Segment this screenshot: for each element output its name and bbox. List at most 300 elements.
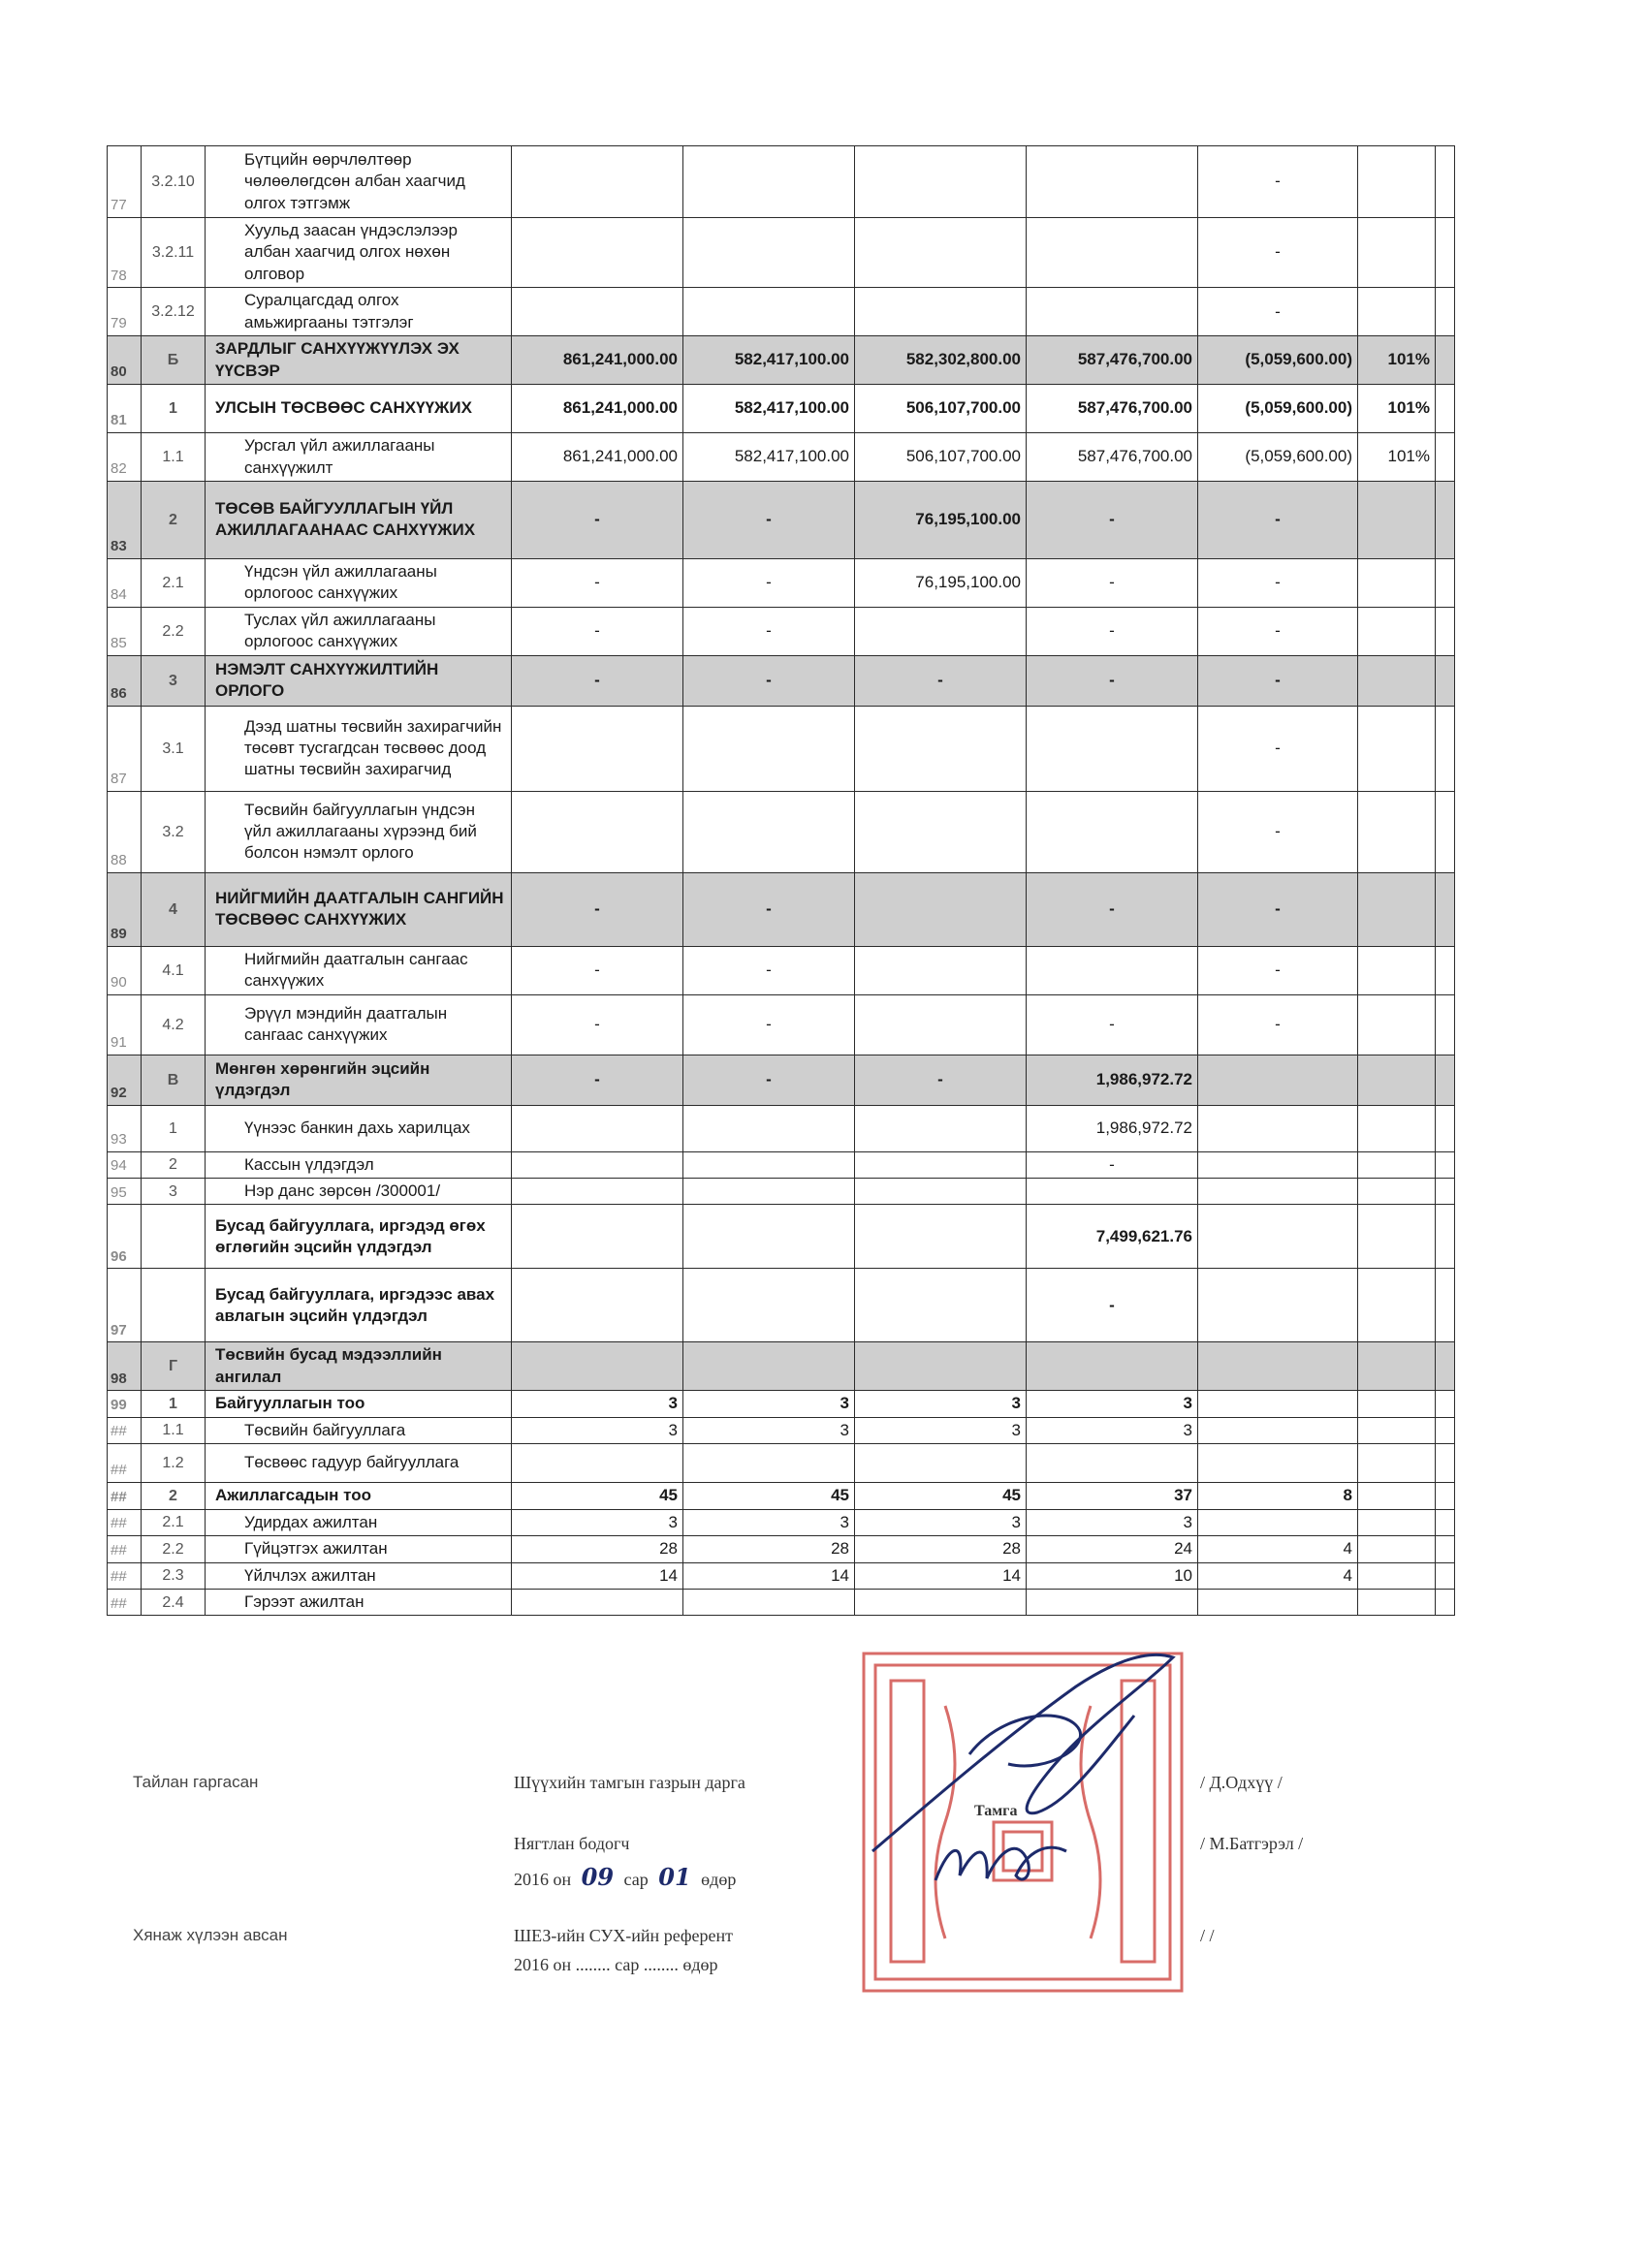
label-cell: Бүтцийн өөрчлөлтөөр чөлөөлөгдсөн албан хаагчид олгох тэтгэмж xyxy=(206,146,512,218)
code-cell: 2 xyxy=(142,1151,206,1178)
value-cell-6 xyxy=(1358,1562,1436,1589)
row-number-cell: 86 xyxy=(108,655,142,706)
label-cell: Удирдах ажилтан xyxy=(206,1509,512,1535)
label-cell: Урсгал үйл ажиллагааны санхүүжилт xyxy=(206,433,512,482)
value-cell-6 xyxy=(1358,1269,1436,1342)
value-cell-4 xyxy=(1027,1589,1198,1615)
value-cell-6 xyxy=(1358,1589,1436,1615)
row-number-cell: 97 xyxy=(108,1269,142,1342)
date-line-1 xyxy=(514,1863,736,1891)
referent-name: / / xyxy=(1200,1926,1215,1945)
value-cell-4: 587,476,700.00 xyxy=(1027,385,1198,433)
date-day-value: 01 xyxy=(658,1863,691,1891)
value-cell-5: - xyxy=(1198,655,1358,706)
table-row xyxy=(108,1179,1455,1205)
empty-cell xyxy=(1436,791,1455,872)
value-cell-4: 1,986,972.72 xyxy=(1027,1055,1198,1105)
row-number-cell: ## xyxy=(108,1417,142,1443)
value-cell-4 xyxy=(1027,946,1198,994)
received-label: Хянаж хүлээн авсан xyxy=(133,1926,288,1944)
value-cell-2 xyxy=(683,218,855,288)
value-cell-3: 3 xyxy=(855,1417,1027,1443)
value-cell-5: - xyxy=(1198,946,1358,994)
table-row xyxy=(108,791,1455,872)
value-cell-4: 7,499,621.76 xyxy=(1027,1205,1198,1269)
value-cell-5 xyxy=(1198,1444,1358,1483)
value-cell-5: 4 xyxy=(1198,1536,1358,1562)
value-cell-5 xyxy=(1198,1342,1358,1391)
value-cell-6 xyxy=(1358,218,1436,288)
row-number-cell: 91 xyxy=(108,994,142,1055)
empty-cell xyxy=(1436,433,1455,482)
value-cell-5 xyxy=(1198,1417,1358,1443)
value-cell-3 xyxy=(855,1269,1027,1342)
value-cell-5: - xyxy=(1198,146,1358,218)
empty-cell xyxy=(1436,288,1455,336)
row-number-cell: 85 xyxy=(108,607,142,655)
label-cell: Төсвийн бусад мэдээллийн ангилал xyxy=(206,1342,512,1391)
row-number-cell: 92 xyxy=(108,1055,142,1105)
value-cell-6 xyxy=(1358,1536,1436,1562)
value-cell-6 xyxy=(1358,791,1436,872)
table-row xyxy=(108,1483,1455,1509)
code-cell: 3 xyxy=(142,1179,206,1205)
empty-cell xyxy=(1436,481,1455,558)
empty-cell xyxy=(1436,1536,1455,1562)
value-cell-3 xyxy=(855,146,1027,218)
table-row xyxy=(108,1444,1455,1483)
value-cell-1: 861,241,000.00 xyxy=(512,385,683,433)
value-cell-2: 582,417,100.00 xyxy=(683,385,855,433)
value-cell-2: - xyxy=(683,607,855,655)
value-cell-4: - xyxy=(1027,872,1198,946)
code-cell: 3.2.12 xyxy=(142,288,206,336)
code-cell: 3.2 xyxy=(142,791,206,872)
value-cell-2: - xyxy=(683,946,855,994)
value-cell-3: 14 xyxy=(855,1562,1027,1589)
value-cell-4 xyxy=(1027,1444,1198,1483)
empty-cell xyxy=(1436,558,1455,607)
row-number-cell: ## xyxy=(108,1589,142,1615)
row-number-cell: 80 xyxy=(108,336,142,385)
value-cell-2: 3 xyxy=(683,1509,855,1535)
value-cell-6 xyxy=(1358,655,1436,706)
value-cell-6 xyxy=(1358,1151,1436,1178)
value-cell-3 xyxy=(855,791,1027,872)
value-cell-6 xyxy=(1358,1342,1436,1391)
value-cell-1 xyxy=(512,288,683,336)
label-cell: Туслах үйл ажиллагааны орлогоос санхүүжих xyxy=(206,607,512,655)
row-number-cell: 77 xyxy=(108,146,142,218)
value-cell-3 xyxy=(855,946,1027,994)
label-cell: Суралцагсдад олгох амьжиргааны тэтгэлэг xyxy=(206,288,512,336)
empty-cell xyxy=(1436,1509,1455,1535)
reported-by-label: Тайлан гаргасан xyxy=(133,1773,259,1791)
value-cell-5 xyxy=(1198,1151,1358,1178)
empty-cell xyxy=(1436,1055,1455,1105)
value-cell-4: 3 xyxy=(1027,1417,1198,1443)
empty-cell xyxy=(1436,872,1455,946)
value-cell-6 xyxy=(1358,1205,1436,1269)
row-number-cell: 88 xyxy=(108,791,142,872)
table-row xyxy=(108,1536,1455,1562)
value-cell-1: 861,241,000.00 xyxy=(512,433,683,482)
signature-accountant-icon xyxy=(931,1822,1076,1900)
table-row xyxy=(108,336,1455,385)
value-cell-5: (5,059,600.00) xyxy=(1198,433,1358,482)
code-cell: 3.2.10 xyxy=(142,146,206,218)
value-cell-2: 3 xyxy=(683,1417,855,1443)
value-cell-2: 28 xyxy=(683,1536,855,1562)
table-row xyxy=(108,433,1455,482)
table-row xyxy=(108,1342,1455,1391)
value-cell-2 xyxy=(683,288,855,336)
table-row xyxy=(108,385,1455,433)
value-cell-1: 14 xyxy=(512,1562,683,1589)
code-cell: 2.4 xyxy=(142,1589,206,1615)
date-sar-label: сар xyxy=(623,1870,649,1889)
value-cell-5: 4 xyxy=(1198,1562,1358,1589)
table-row xyxy=(108,872,1455,946)
row-number-cell: 84 xyxy=(108,558,142,607)
value-cell-3 xyxy=(855,1105,1027,1151)
value-cell-2 xyxy=(683,1589,855,1615)
value-cell-5: - xyxy=(1198,288,1358,336)
value-cell-6 xyxy=(1358,607,1436,655)
value-cell-3: 3 xyxy=(855,1509,1027,1535)
value-cell-6 xyxy=(1358,994,1436,1055)
code-cell: Г xyxy=(142,1342,206,1391)
value-cell-5 xyxy=(1198,1179,1358,1205)
value-cell-1: - xyxy=(512,481,683,558)
value-cell-1 xyxy=(512,1269,683,1342)
label-cell: УЛСЫН ТӨСВӨӨС САНХҮҮЖИХ xyxy=(206,385,512,433)
row-number-cell: 99 xyxy=(108,1391,142,1417)
value-cell-6 xyxy=(1358,1179,1436,1205)
value-cell-6 xyxy=(1358,1055,1436,1105)
value-cell-1 xyxy=(512,1179,683,1205)
table-row xyxy=(108,946,1455,994)
label-cell: ЗАРДЛЫГ САНХҮҮЖҮҮЛЭХ ЭХ ҮҮСВЭР xyxy=(206,336,512,385)
empty-cell xyxy=(1436,1205,1455,1269)
value-cell-1 xyxy=(512,1205,683,1269)
empty-cell xyxy=(1436,146,1455,218)
value-cell-4: - xyxy=(1027,994,1198,1055)
value-cell-2 xyxy=(683,706,855,791)
table-row xyxy=(108,994,1455,1055)
value-cell-1: 861,241,000.00 xyxy=(512,336,683,385)
value-cell-3: 3 xyxy=(855,1391,1027,1417)
table-row xyxy=(108,1391,1455,1417)
value-cell-6 xyxy=(1358,146,1436,218)
table-row xyxy=(108,1105,1455,1151)
accountant-role: Нягтлан бодогч xyxy=(514,1834,630,1853)
code-cell: В xyxy=(142,1055,206,1105)
value-cell-4: - xyxy=(1027,607,1198,655)
code-cell: 2.3 xyxy=(142,1562,206,1589)
value-cell-5: - xyxy=(1198,218,1358,288)
row-number-cell: 98 xyxy=(108,1342,142,1391)
value-cell-5: - xyxy=(1198,558,1358,607)
empty-cell xyxy=(1436,607,1455,655)
value-cell-2: 582,417,100.00 xyxy=(683,433,855,482)
value-cell-2: - xyxy=(683,1055,855,1105)
value-cell-6: 101% xyxy=(1358,433,1436,482)
table-row xyxy=(108,146,1455,218)
row-number-cell: 78 xyxy=(108,218,142,288)
value-cell-4: - xyxy=(1027,655,1198,706)
empty-cell xyxy=(1436,1151,1455,1178)
value-cell-4: 10 xyxy=(1027,1562,1198,1589)
date-month-value: 09 xyxy=(581,1863,615,1891)
code-cell: 1 xyxy=(142,385,206,433)
value-cell-3 xyxy=(855,872,1027,946)
row-number-cell: 94 xyxy=(108,1151,142,1178)
value-cell-2 xyxy=(683,1105,855,1151)
value-cell-4: 3 xyxy=(1027,1509,1198,1535)
value-cell-2 xyxy=(683,1179,855,1205)
value-cell-4: 587,476,700.00 xyxy=(1027,433,1198,482)
table-row xyxy=(108,706,1455,791)
table-row xyxy=(108,1055,1455,1105)
value-cell-2 xyxy=(683,1269,855,1342)
value-cell-1: 28 xyxy=(512,1536,683,1562)
empty-cell xyxy=(1436,218,1455,288)
label-cell: Үндсэн үйл ажиллагааны орлогоос санхүүжих xyxy=(206,558,512,607)
row-number-cell: ## xyxy=(108,1536,142,1562)
value-cell-1 xyxy=(512,1151,683,1178)
value-cell-3 xyxy=(855,1205,1027,1269)
row-number-cell: ## xyxy=(108,1483,142,1509)
value-cell-4 xyxy=(1027,288,1198,336)
value-cell-3 xyxy=(855,1589,1027,1615)
row-number-cell: 93 xyxy=(108,1105,142,1151)
table-row xyxy=(108,481,1455,558)
value-cell-5 xyxy=(1198,1055,1358,1105)
label-cell: Нийгмийн даатгалын сангаас санхүүжих xyxy=(206,946,512,994)
value-cell-1 xyxy=(512,791,683,872)
value-cell-6 xyxy=(1358,1483,1436,1509)
table-row xyxy=(108,288,1455,336)
empty-cell xyxy=(1436,655,1455,706)
label-cell: Мөнгөн хөрөнгийн эцсийн үлдэгдэл xyxy=(206,1055,512,1105)
table-row xyxy=(108,1562,1455,1589)
table-row xyxy=(108,1205,1455,1269)
table-row xyxy=(108,1589,1455,1615)
row-number-cell: ## xyxy=(108,1444,142,1483)
value-cell-1 xyxy=(512,146,683,218)
label-cell: Хуульд заасан үндэслэлээр албан хаагчид олгох нөхөн олговор xyxy=(206,218,512,288)
value-cell-2: - xyxy=(683,872,855,946)
value-cell-3 xyxy=(855,1179,1027,1205)
value-cell-1 xyxy=(512,1105,683,1151)
value-cell-2 xyxy=(683,146,855,218)
empty-cell xyxy=(1436,1483,1455,1509)
value-cell-4: 1,986,972.72 xyxy=(1027,1105,1198,1151)
row-number-cell: 79 xyxy=(108,288,142,336)
accountant-name: / М.Батгэрэл / xyxy=(1200,1834,1304,1853)
value-cell-1: - xyxy=(512,655,683,706)
value-cell-1: 3 xyxy=(512,1417,683,1443)
row-number-cell: ## xyxy=(108,1509,142,1535)
empty-cell xyxy=(1436,385,1455,433)
value-cell-4: - xyxy=(1027,1269,1198,1342)
value-cell-1: - xyxy=(512,872,683,946)
code-cell: 3 xyxy=(142,655,206,706)
row-number-cell: 95 xyxy=(108,1179,142,1205)
value-cell-2 xyxy=(683,1342,855,1391)
value-cell-1 xyxy=(512,1589,683,1615)
value-cell-3: 45 xyxy=(855,1483,1027,1509)
row-number-cell: 87 xyxy=(108,706,142,791)
code-cell: 1.1 xyxy=(142,1417,206,1443)
value-cell-6: 101% xyxy=(1358,336,1436,385)
value-cell-2 xyxy=(683,791,855,872)
value-cell-6 xyxy=(1358,872,1436,946)
value-cell-2 xyxy=(683,1151,855,1178)
code-cell xyxy=(142,1269,206,1342)
value-cell-2: - xyxy=(683,655,855,706)
value-cell-6 xyxy=(1358,706,1436,791)
empty-cell xyxy=(1436,1589,1455,1615)
empty-cell xyxy=(1436,1562,1455,1589)
date-odor-label: өдөр xyxy=(701,1870,737,1889)
table-row xyxy=(108,607,1455,655)
value-cell-4 xyxy=(1027,218,1198,288)
value-cell-6: 101% xyxy=(1358,385,1436,433)
label-cell: НИЙГМИЙН ДААТГАЛЫН САНГИЙН ТӨСВӨӨС САНХҮҮЖИХ xyxy=(206,872,512,946)
code-cell: 1 xyxy=(142,1391,206,1417)
label-cell: Нэр данс зөрсөн /300001/ xyxy=(206,1179,512,1205)
value-cell-3 xyxy=(855,607,1027,655)
value-cell-3 xyxy=(855,1342,1027,1391)
value-cell-4 xyxy=(1027,791,1198,872)
value-cell-2: 14 xyxy=(683,1562,855,1589)
empty-cell xyxy=(1436,1342,1455,1391)
value-cell-3: - xyxy=(855,1055,1027,1105)
label-cell: Байгууллагын тоо xyxy=(206,1391,512,1417)
value-cell-3 xyxy=(855,1444,1027,1483)
value-cell-4 xyxy=(1027,1342,1198,1391)
value-cell-1: - xyxy=(512,558,683,607)
value-cell-3: - xyxy=(855,655,1027,706)
empty-cell xyxy=(1436,946,1455,994)
row-number-cell: 96 xyxy=(108,1205,142,1269)
code-cell: 4 xyxy=(142,872,206,946)
code-cell: 4.1 xyxy=(142,946,206,994)
label-cell: Төсвийн байгууллагын үндсэн үйл ажиллагааны хүрээнд бий болсон нэмэлт орлого xyxy=(206,791,512,872)
value-cell-1 xyxy=(512,218,683,288)
value-cell-6 xyxy=(1358,1509,1436,1535)
label-cell: Кассын үлдэгдэл xyxy=(206,1151,512,1178)
empty-cell xyxy=(1436,994,1455,1055)
value-cell-6 xyxy=(1358,1105,1436,1151)
value-cell-2: 582,417,100.00 xyxy=(683,336,855,385)
empty-cell xyxy=(1436,706,1455,791)
value-cell-1: - xyxy=(512,1055,683,1105)
table-row xyxy=(108,558,1455,607)
empty-cell xyxy=(1436,1105,1455,1151)
value-cell-5 xyxy=(1198,1391,1358,1417)
label-cell: Гүйцэтгэх ажилтан xyxy=(206,1536,512,1562)
row-number-cell: 90 xyxy=(108,946,142,994)
label-cell: Ажиллагсадын тоо xyxy=(206,1483,512,1509)
value-cell-1: 3 xyxy=(512,1391,683,1417)
row-number-cell: ## xyxy=(108,1562,142,1589)
label-cell: НЭМЭЛТ САНХҮҮЖИЛТИЙН ОРЛОГО xyxy=(206,655,512,706)
value-cell-1 xyxy=(512,1444,683,1483)
code-cell xyxy=(142,1205,206,1269)
value-cell-5 xyxy=(1198,1269,1358,1342)
code-cell: 2 xyxy=(142,481,206,558)
row-number-cell: 89 xyxy=(108,872,142,946)
row-number-cell: 81 xyxy=(108,385,142,433)
budget-report-table xyxy=(107,145,1455,1616)
stamp-label: Тамга xyxy=(974,1803,1018,1819)
value-cell-4: 37 xyxy=(1027,1483,1198,1509)
value-cell-6 xyxy=(1358,1444,1436,1483)
empty-cell xyxy=(1436,336,1455,385)
value-cell-3 xyxy=(855,706,1027,791)
value-cell-3: 76,195,100.00 xyxy=(855,481,1027,558)
head-name: / Д.Одхүү / xyxy=(1200,1773,1283,1792)
value-cell-6 xyxy=(1358,946,1436,994)
value-cell-3: 506,107,700.00 xyxy=(855,433,1027,482)
row-number-cell: 83 xyxy=(108,481,142,558)
code-cell: 2.2 xyxy=(142,1536,206,1562)
code-cell: 1.1 xyxy=(142,433,206,482)
value-cell-2 xyxy=(683,1444,855,1483)
label-cell: ТӨСӨВ БАЙГУУЛЛАГЫН ҮЙЛ АЖИЛЛАГААНААС САНХҮҮЖИХ xyxy=(206,481,512,558)
value-cell-5: - xyxy=(1198,791,1358,872)
value-cell-1 xyxy=(512,1342,683,1391)
label-cell: Үүнээс банкин дахь харилцах xyxy=(206,1105,512,1151)
value-cell-5: - xyxy=(1198,607,1358,655)
value-cell-1: 3 xyxy=(512,1509,683,1535)
value-cell-4: - xyxy=(1027,1151,1198,1178)
value-cell-3 xyxy=(855,1151,1027,1178)
value-cell-5: - xyxy=(1198,872,1358,946)
value-cell-6 xyxy=(1358,288,1436,336)
value-cell-2: - xyxy=(683,481,855,558)
value-cell-4 xyxy=(1027,706,1198,791)
value-cell-1: - xyxy=(512,946,683,994)
code-cell: 4.2 xyxy=(142,994,206,1055)
table-row xyxy=(108,218,1455,288)
code-cell: 3.2.11 xyxy=(142,218,206,288)
code-cell: 3.1 xyxy=(142,706,206,791)
value-cell-6 xyxy=(1358,1391,1436,1417)
code-cell: Б xyxy=(142,336,206,385)
value-cell-5: 8 xyxy=(1198,1483,1358,1509)
value-cell-4 xyxy=(1027,146,1198,218)
value-cell-4: - xyxy=(1027,558,1198,607)
value-cell-3: 506,107,700.00 xyxy=(855,385,1027,433)
code-cell: 2.2 xyxy=(142,607,206,655)
value-cell-3 xyxy=(855,994,1027,1055)
label-cell: Эрүүл мэндийн даатгалын сангаас санхүүжих xyxy=(206,994,512,1055)
value-cell-4: - xyxy=(1027,481,1198,558)
value-cell-4: 24 xyxy=(1027,1536,1198,1562)
value-cell-1: - xyxy=(512,994,683,1055)
row-number-cell: 82 xyxy=(108,433,142,482)
empty-cell xyxy=(1436,1391,1455,1417)
value-cell-1 xyxy=(512,706,683,791)
value-cell-3: 28 xyxy=(855,1536,1027,1562)
value-cell-5 xyxy=(1198,1509,1358,1535)
value-cell-3: 582,302,800.00 xyxy=(855,336,1027,385)
value-cell-5: - xyxy=(1198,481,1358,558)
